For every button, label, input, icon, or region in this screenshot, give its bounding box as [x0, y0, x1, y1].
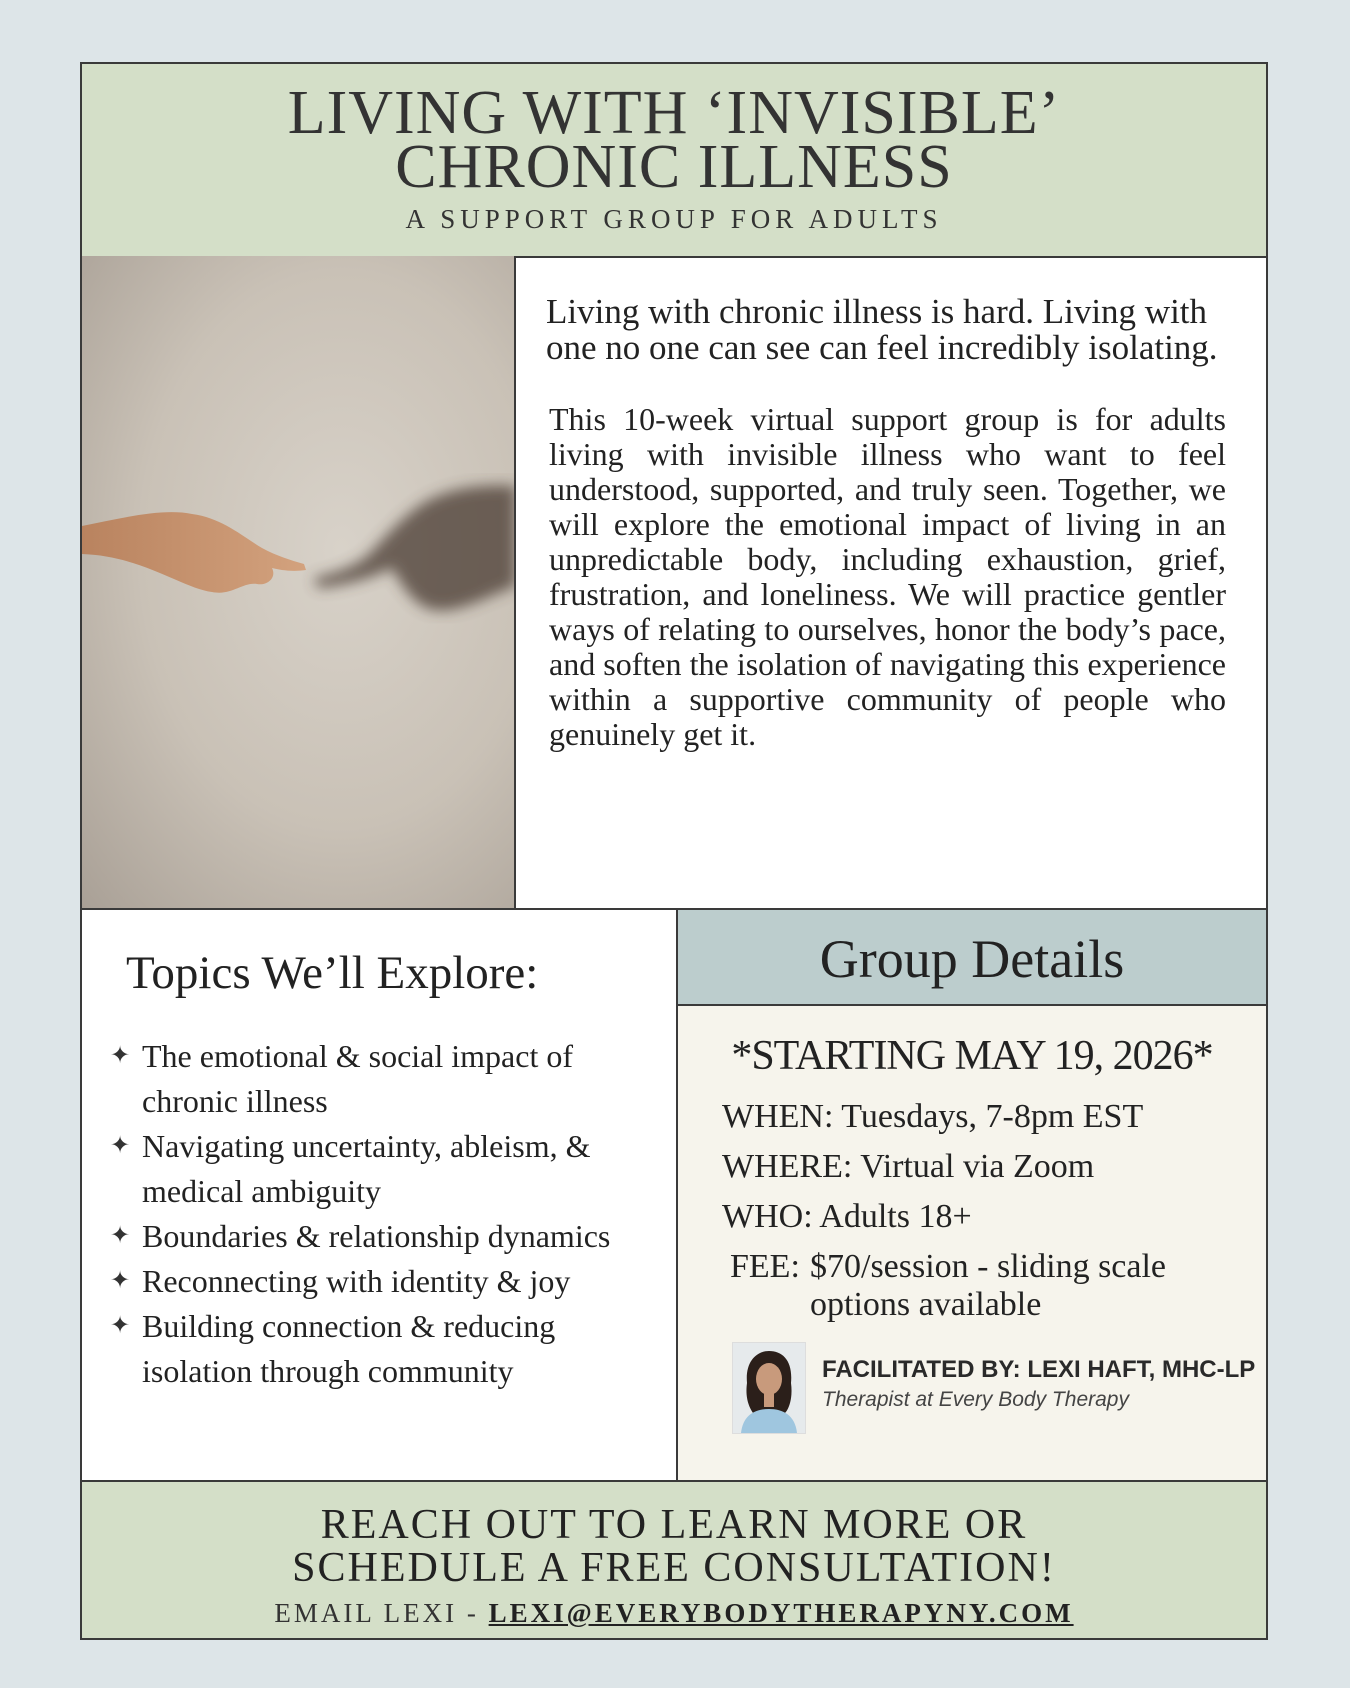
cta-line-2: SCHEDULE A FREE CONSULTATION!: [292, 1545, 1056, 1591]
hand-shadow-illustration: [82, 256, 516, 910]
where-line: WHERE: Virtual via Zoom: [722, 1148, 1095, 1185]
call-to-action: [82, 1482, 1266, 1590]
facilitator-portrait: [733, 1343, 805, 1433]
topic-text: Reconnecting with identity & joy: [142, 1263, 571, 1299]
facilitator-avatar: [732, 1342, 806, 1434]
email-link[interactable]: LEXI@EVERYBODYTHERAPYNY.COM: [488, 1598, 1074, 1628]
intro-lead: Living with chronic illness is hard. Living with one no one can see can feel incredibly isolating.: [546, 292, 1218, 367]
group-details-panel: [678, 1006, 1266, 1482]
intro-section: [516, 256, 1266, 910]
contact-footer: [82, 1482, 1266, 1638]
list-item: [110, 1214, 660, 1259]
topic-text: Building connection & reducing isolation through community: [142, 1308, 556, 1389]
group-details-header: [678, 910, 1266, 1006]
flyer-title: [82, 64, 1266, 201]
hand-shadow-photo: [82, 256, 516, 910]
cta-line-1: REACH OUT TO LEARN MORE OR: [320, 1502, 1028, 1548]
sparkle-bullet-icon: ✦: [110, 1043, 131, 1069]
topic-text: Navigating uncertainty, ableism, & medical ambiguity: [142, 1128, 591, 1209]
list-item: [110, 1124, 660, 1214]
title-line-2: CHRONIC ILLNESS: [395, 133, 953, 201]
list-item: [110, 1304, 660, 1394]
fee-value: $70/session - sliding scale options available: [810, 1248, 1167, 1323]
sparkle-bullet-icon: ✦: [110, 1223, 131, 1249]
email-line: [82, 1598, 1266, 1629]
who-line: WHO: Adults 18+: [722, 1198, 972, 1235]
facilitator-role: Therapist at Every Body Therapy: [822, 1388, 1129, 1411]
list-item: [110, 1034, 660, 1124]
title-line-1: LIVING WITH ‘INVISIBLE’: [287, 79, 1061, 147]
sparkle-bullet-icon: ✦: [110, 1133, 131, 1159]
topic-text: Boundaries & relationship dynamics: [142, 1218, 611, 1254]
list-item: [110, 1259, 660, 1304]
flyer-subtitle: A SUPPORT GROUP FOR ADULTS: [405, 204, 943, 234]
fee-label: FEE:: [730, 1248, 800, 1285]
start-date: *STARTING MAY 19, 2026*: [731, 1033, 1213, 1079]
topic-text: The emotional & social impact of chronic illness: [142, 1038, 573, 1119]
topics-section: [82, 910, 678, 1482]
flyer-header: [82, 64, 1266, 258]
email-prefix: EMAIL LEXI -: [274, 1598, 489, 1628]
group-details-heading: Group Details: [819, 929, 1125, 989]
topics-heading: Topics We’ll Explore:: [126, 947, 539, 999]
when-line: WHEN: Tuesdays, 7-8pm EST: [722, 1098, 1144, 1135]
intro-body: This 10-week virtual support group is for adults living with invisible illness who want to feel understood, supported, and truly seen. Together, we will explore the emotional impact of living in an unpredictable body, including exhaustion, grief, frustration, and loneliness. We will practice gentler ways of relating to ourselves, honor the body’s pace, and soften the isolation of navigating this experience within a supportive community of people who genuinely get it.: [549, 401, 1226, 752]
facilitator-name: FACILITATED BY: LEXI HAFT, MHC-LP: [822, 1356, 1256, 1383]
sparkle-bullet-icon: ✦: [110, 1313, 131, 1339]
topics-list: [110, 1034, 660, 1394]
sparkle-bullet-icon: ✦: [110, 1268, 131, 1294]
flyer-frame: [80, 62, 1268, 1640]
